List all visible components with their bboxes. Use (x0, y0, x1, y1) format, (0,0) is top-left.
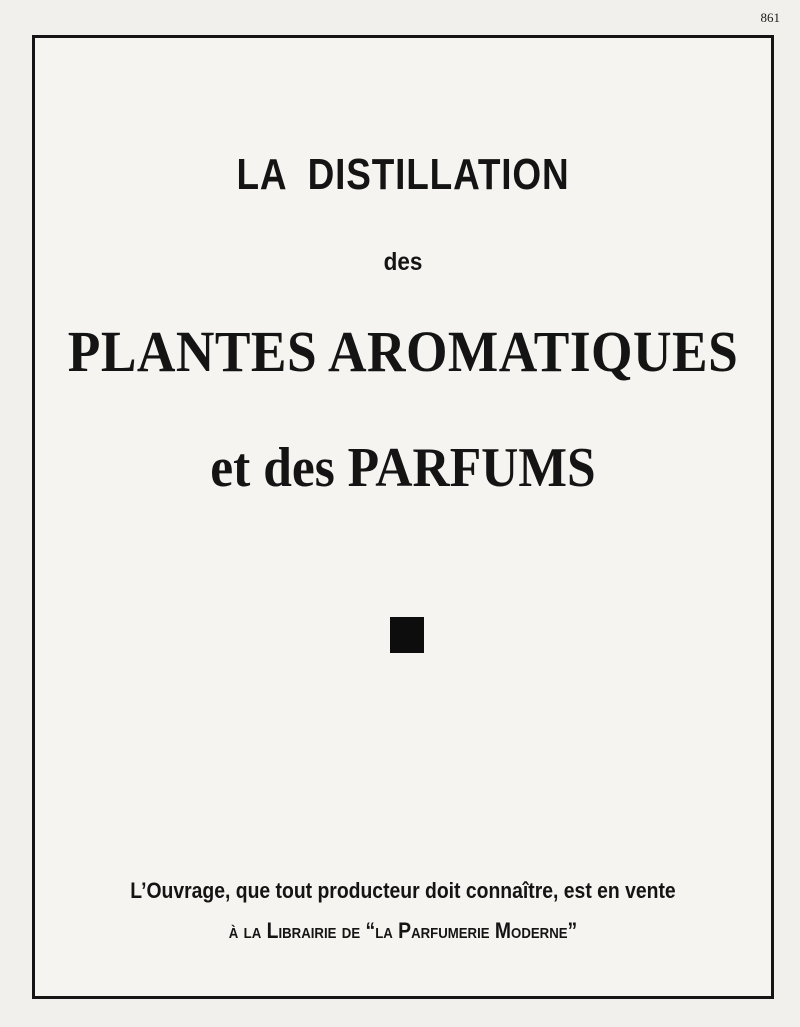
page-number: 861 (760, 10, 780, 25)
black-square-ornament (390, 617, 424, 653)
headline-line-2: des (383, 248, 423, 276)
footer-line-2: à la Librairie de “la Parfumerie Moderne” (228, 918, 578, 943)
headline-word-distillation: DISTILLATION (307, 150, 570, 199)
footer-line-1: L’Ouvrage, que tout producteur doit connaître, est en vente (130, 878, 676, 903)
advertisement-frame (32, 35, 774, 999)
headline-line-3: PLANTES AROMATIQUES (67, 319, 739, 384)
headline-line-1 (94, 150, 712, 200)
headline-line-4: et des PARFUMS (210, 437, 596, 499)
headline-word-la: LA (236, 150, 288, 199)
